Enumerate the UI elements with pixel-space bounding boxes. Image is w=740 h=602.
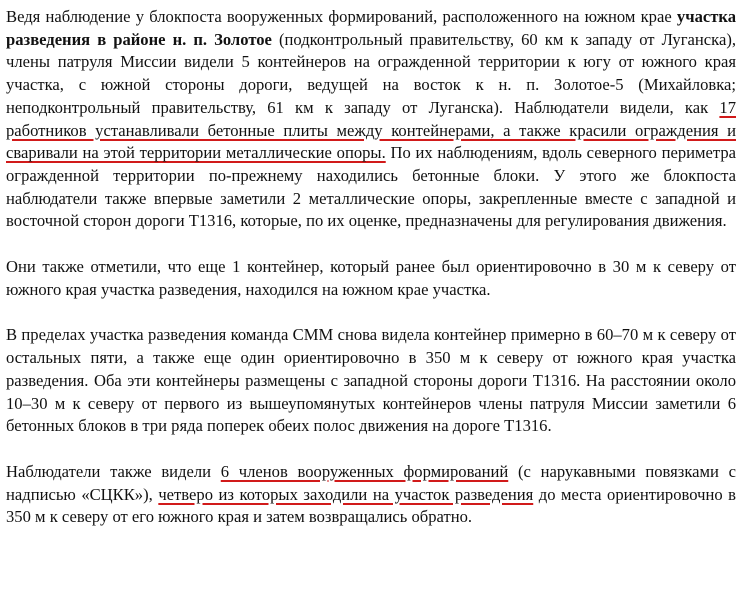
text-segment: (с нарукавными повязками с надписью «СЦКК»), <box>6 461 736 504</box>
paragraph-4 <box>6 461 736 529</box>
text-segment: Ведя наблюдение у блокпоста вооруженных формирований, расположенного на южном крае <box>6 7 677 26</box>
document-body <box>6 6 736 529</box>
paragraph-2 <box>6 256 736 301</box>
underlined-highlight-entered-zone: четверо из которых заходили на участок разведения <box>158 484 534 504</box>
paragraph-1 <box>6 6 736 233</box>
underlined-highlight-members: 6 членов вооруженных формирований <box>220 461 509 481</box>
text-segment: (подконтрольный правительству, 60 км к западу от Луганска), члены патруля Миссии видели 5 контейнеров на огражденной территории к югу от южного края участка, с южной стороны дороги, ведущей на восток к н. п. Золотое-5 (Михайловка; неподконтрольный правительству, 61 км к западу от Луганска). Наблюдатели видели, как <box>6 29 736 117</box>
underlined-highlight-workers: 17 работников устанавливали бетонные плиты между контейнерами, а также красили ограждения и сваривали на этой территории металлические опоры. <box>6 97 736 163</box>
text-segment: В пределах участка разведения команда СММ снова видела контейнер примерно в 60–70 м к северу от остальных пяти, а также еще один ориентировочно в 350 м к северу от южного края участка разведения. Оба эти контейнеры размещены с западной стороны дороги Т1316. На расстоянии около 10–30 м к северу от первого из вышеупомянутых контейнеров члены патруля Миссии заметили 6 бетонных блоков в три ряда поперек обеих полос движения на дороге Т1316. <box>6 325 736 436</box>
paragraph-3 <box>6 324 736 438</box>
text-segment: Наблюдатели также видели <box>6 461 221 481</box>
text-segment: По их наблюдениям, вдоль северного периметра огражденной территории по-прежнему находились бетонные блоки. У этого же блокпоста наблюдатели также впервые заметили 2 металлические опоры, закрепленные вместе с западной и восточной сторон дороги Т1316, которые, по их оценке, предназначены для регулирования движения. <box>6 143 737 231</box>
text-segment: Они также отметили, что еще 1 контейнер, который ранее был ориентировочно в 30 м к северу от южного края участка разведения, находился на южном крае участка. <box>6 257 736 299</box>
text-segment: до места ориентировочно в 350 м к северу от его южного края и затем возвращались обратно. <box>6 484 736 527</box>
bold-location-phrase: участка разведения в районе н. п. Золотое <box>6 7 736 49</box>
